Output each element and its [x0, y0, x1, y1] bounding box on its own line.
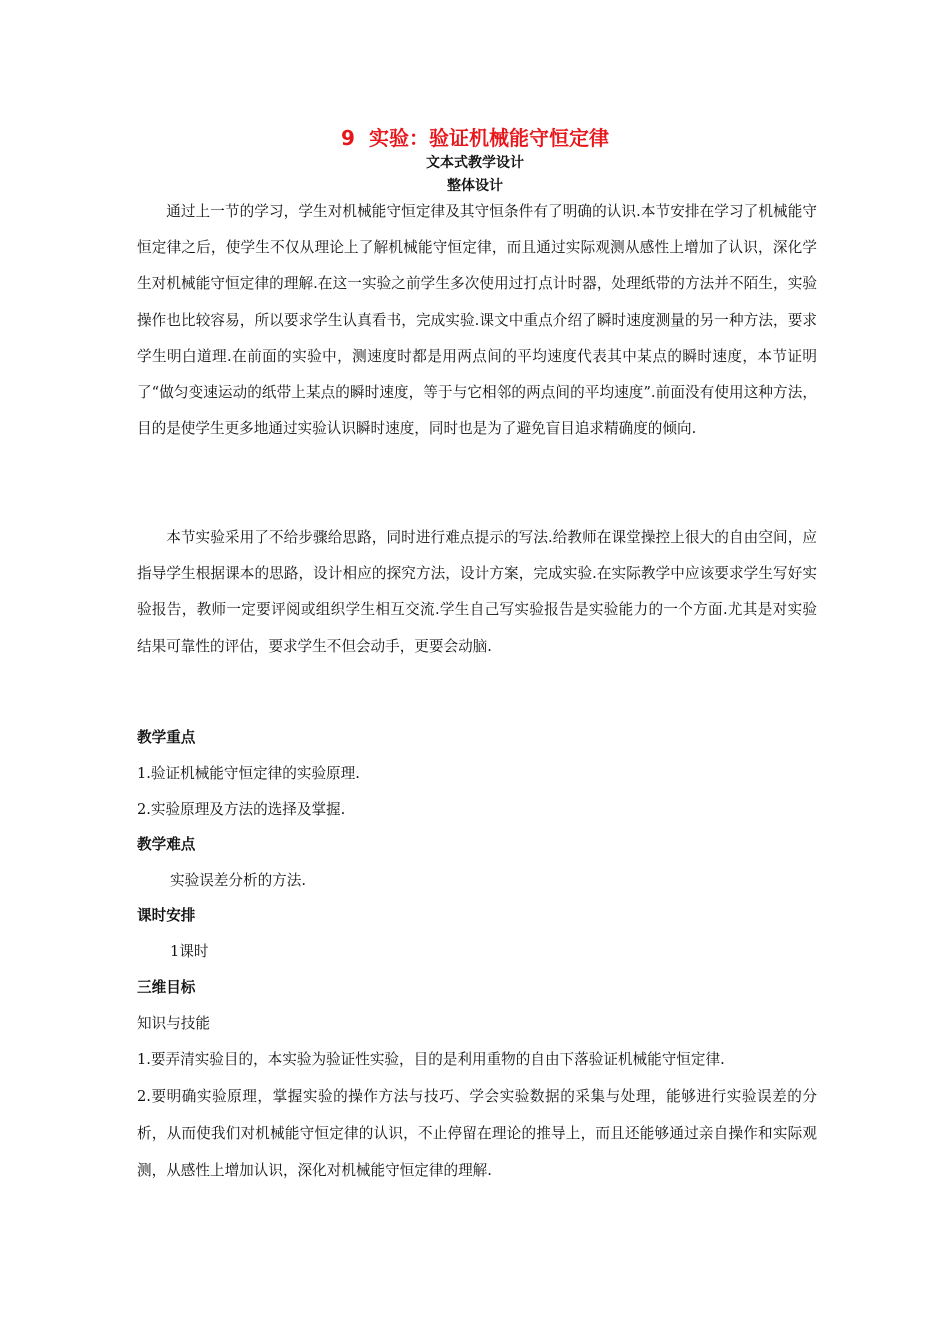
paragraph-1: 通过上一节的学习，学生对机械能守恒定律及其守恒条件有了明确的认识.本节安排在学习了机械能守恒定律之后，使学生不仅从理论上了解机械能守恒定律，而且通过实际观测从感性上增加了认识，深化学生对机械能守恒定律的理解.在这一实验之前学生多次使用过打点计时器，处理纸带的方法并不陌生，实验操作也比较容易，所以要求学生认真看书，完成实验.课文中重点介绍了瞬时速度测量的另一种方法，要求学生明白道理.在前面的实验中，测速度时都是用两点间的平均速度代表其中某点的瞬时速度，本节证明了“做匀变速运动的纸带上某点的瞬时速度，等于与它相邻的两点间的平均速度”.前面没有使用这种方法，目的是使学生更多地通过实验认识瞬时速度，同时也是为了避免盲目追求精确度的倾向. [137, 203, 817, 438]
key-points-heading: 教学重点 [137, 729, 196, 746]
difficulty-item: 实验误差分析的方法. [170, 872, 306, 889]
schedule-heading: 课时安排 [137, 907, 196, 924]
goals-subheading: 知识与技能 [137, 1015, 210, 1032]
key-point-1: 1.验证机械能守恒定律的实验原理. [137, 765, 360, 782]
title-number: 9 [341, 126, 355, 150]
intro-paragraph-block [137, 194, 817, 447]
document-title [0, 124, 950, 152]
goals-heading: 三维目标 [137, 979, 196, 996]
goal-1: 1.要弄清实验目的，本实验为验证性实验，目的是利用重物的自由下落验证机械能守恒定律. [137, 1051, 725, 1068]
method-paragraph-block [137, 520, 817, 665]
goal-2: 2.要明确实验原理，掌握实验的操作方法与技巧、学会实验数据的采集与处理，能够进行实验误差的分析，从而使我们对机械能守恒定律的认识，不止停留在理论的推导上，而且还能够通过亲自操作和实际观测，从感性上增加认识，深化对机械能守恒定律的理解. [137, 1088, 817, 1179]
section-heading-overall-design: 整体设计 [447, 178, 503, 194]
schedule-value: 1课时 [170, 943, 209, 960]
title-text: 实验：验证机械能守恒定律 [368, 126, 609, 150]
key-point-2: 2.实验原理及方法的选择及掌握. [137, 801, 346, 818]
paragraph-2: 本节实验采用了不给步骤给思路，同时进行难点提示的写法.给教师在课堂操控上很大的自由空间，应指导学生根据课本的思路，设计相应的探究方法，设计方案，完成实验.在实际教学中应该要求学生写好实验报告，教师一定要评阅或组织学生相互交流.学生自己写实验报告是实验能力的一个方面.尤其是对实验结果可靠性的评估，要求学生不但会动手，更要会动脑. [137, 529, 817, 655]
difficulty-heading: 教学难点 [137, 836, 196, 853]
document-subtitle: 文本式教学设计 [426, 155, 524, 171]
